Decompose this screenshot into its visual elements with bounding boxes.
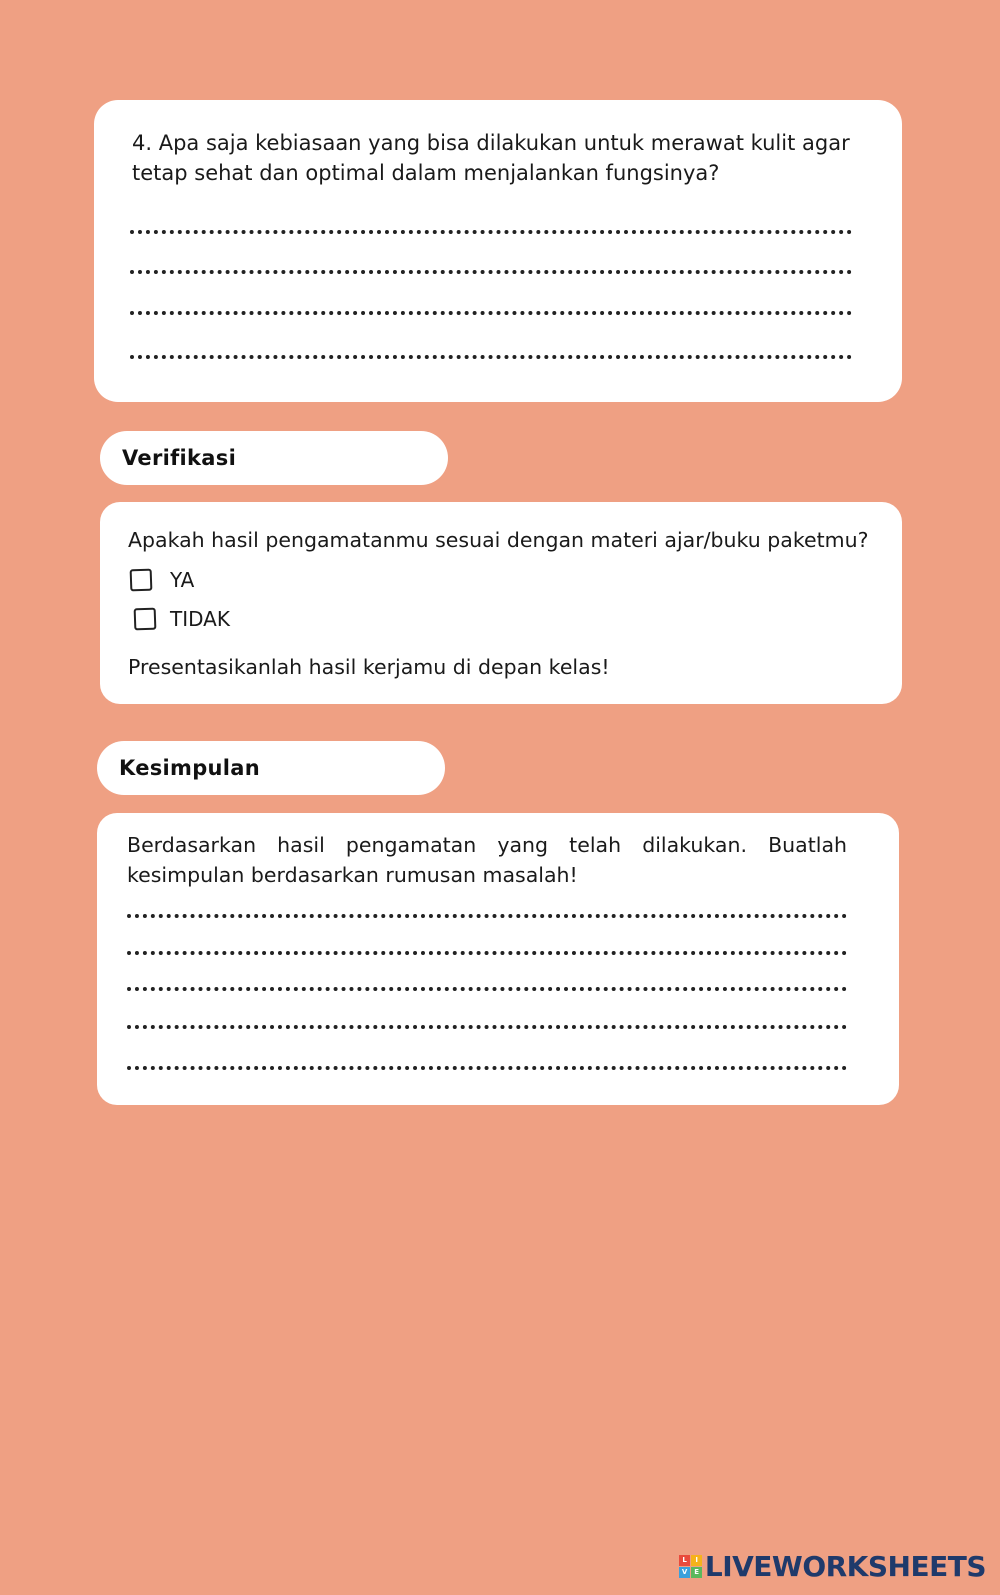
liveworksheets-logo[interactable] (679, 1550, 986, 1583)
kesimpulan-card (97, 813, 899, 1105)
kesimpulan-prompt: Berdasarkan hasil pengamatan yang telah dilakukan. Buatlah kesimpulan berdasarkan rumusan masalah! (127, 833, 847, 887)
liveworksheets-logo-icon: L I V E (679, 1555, 702, 1578)
verifikasi-heading-text: Verifikasi (122, 446, 237, 470)
verifikasi-instruction: Presentasikanlah hasil kerjamu di depan kelas! (128, 655, 610, 679)
answer-line[interactable] (127, 951, 847, 955)
answer-line[interactable] (130, 230, 852, 234)
question-4-text: 4. Apa saja kebiasaan yang bisa dilakukan untuk merawat kulit agar tetap sehat dan optimal dalam menjalankan fungsinya? (132, 131, 850, 185)
option-ya[interactable] (130, 568, 194, 592)
verifikasi-question: Apakah hasil pengamatanmu sesuai dengan materi ajar/buku paketmu? (128, 528, 869, 552)
answer-line[interactable] (127, 1025, 847, 1029)
checkbox-ya[interactable] (130, 569, 153, 592)
liveworksheets-logo-text: LIVEWORKSHEETS (704, 1550, 986, 1583)
option-tidak[interactable] (134, 607, 230, 631)
answer-line[interactable] (130, 311, 852, 315)
kesimpulan-heading-text: Kesimpulan (119, 756, 261, 780)
answer-line[interactable] (127, 1066, 847, 1070)
kesimpulan-heading (97, 741, 445, 795)
option-ya-label: YA (170, 568, 195, 592)
verifikasi-heading (100, 431, 448, 485)
answer-line[interactable] (130, 355, 852, 359)
answer-line[interactable] (127, 987, 847, 991)
checkbox-tidak[interactable] (134, 608, 157, 631)
question-4-card (94, 100, 902, 402)
answer-line[interactable] (130, 270, 852, 274)
option-tidak-label: TIDAK (170, 607, 230, 631)
verifikasi-card (100, 502, 902, 704)
answer-line[interactable] (127, 914, 847, 918)
